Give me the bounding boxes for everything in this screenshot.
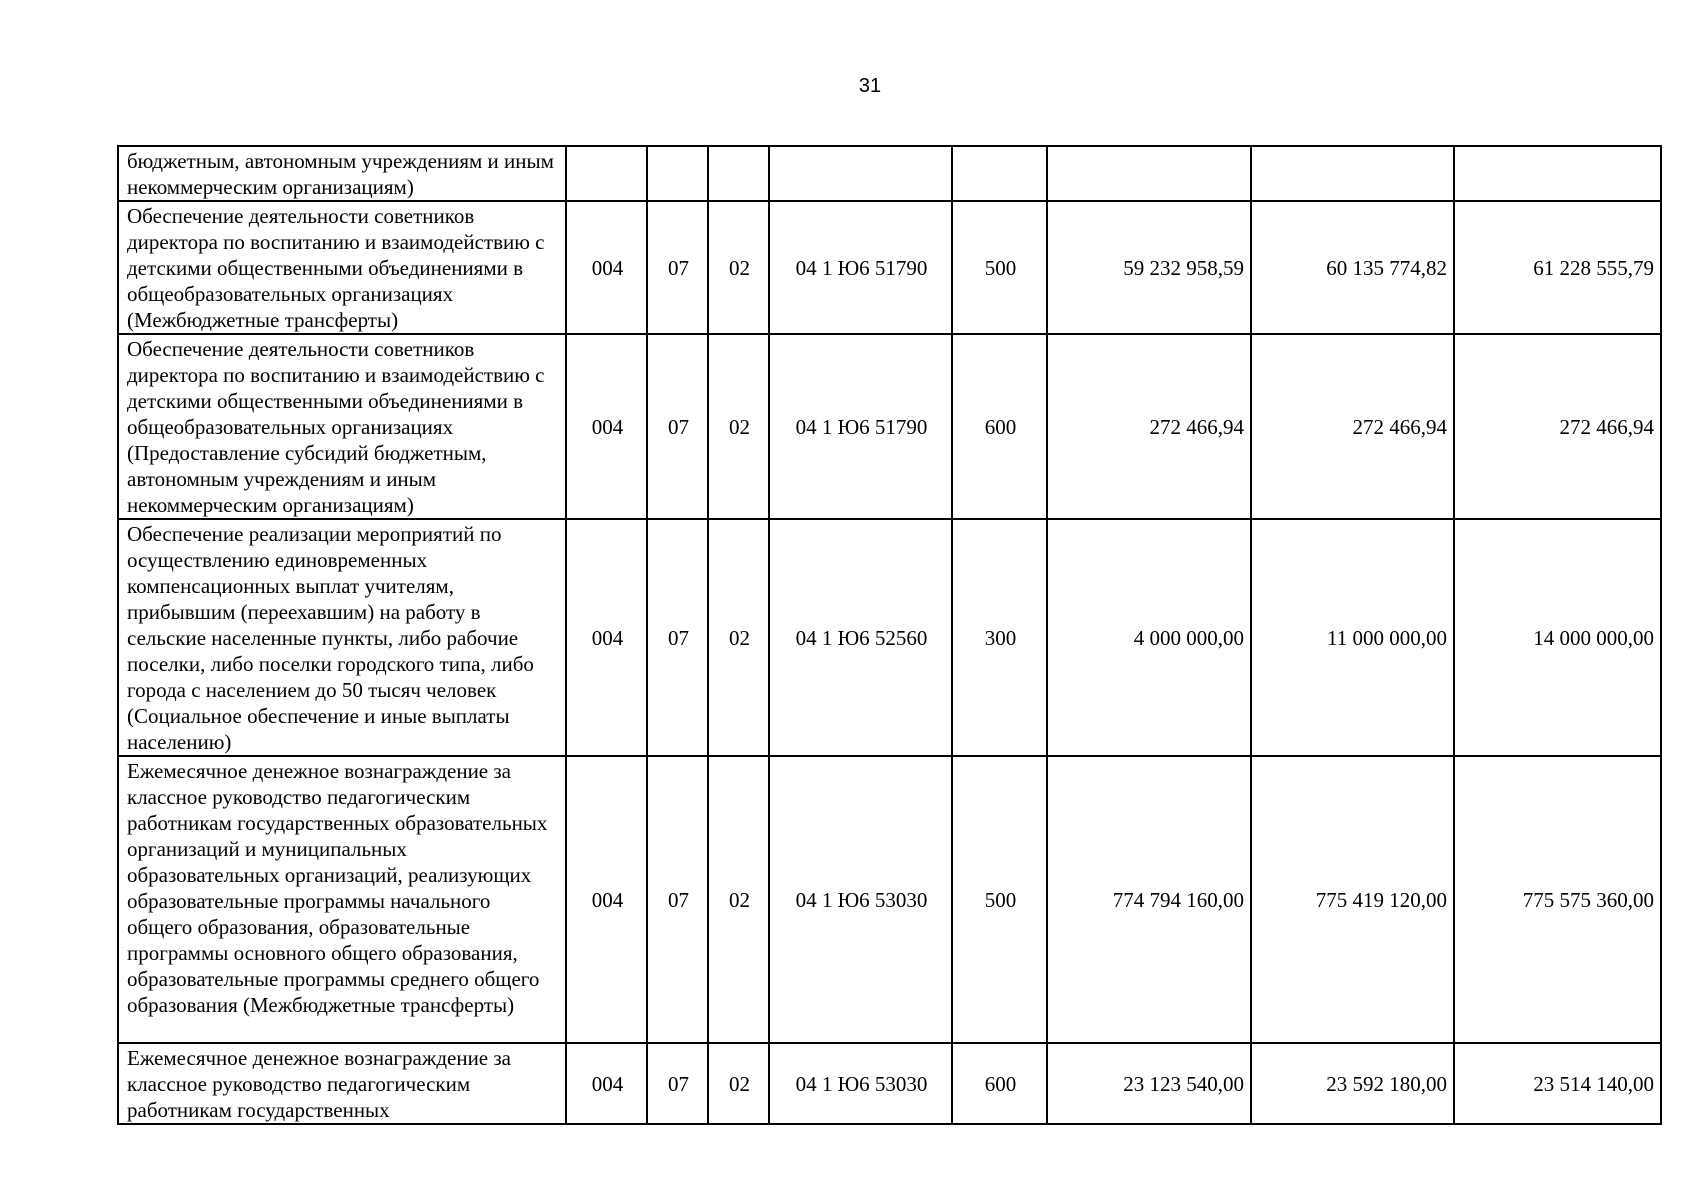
amount-year-3: 61 228 555,79 [1454,201,1661,334]
expense-type-code [952,146,1047,201]
row-name: Обеспечение деятельности советников директора по воспитанию и взаимодействию с детскими общественными объединениями в общеобразовательных организациях (Предоставление субсидий бюджетным, автономным учреждениям и иным некоммерческим организациям) [118,334,566,519]
section-code: 07 [647,519,708,756]
amount-year-1: 23 123 540,00 [1047,1043,1251,1124]
row-name: Обеспечение деятельности советников директора по воспитанию и взаимодействию с детскими общественными объединениями в общеобразовательных организациях (Межбюджетные трансферты) [118,201,566,334]
budget-table [117,145,1662,1125]
subsection-code: 02 [708,519,769,756]
ministry-code: 004 [566,201,647,334]
amount-year-3: 272 466,94 [1454,334,1661,519]
target-code: 04 1 Ю6 51790 [769,201,952,334]
target-code: 04 1 Ю6 51790 [769,334,952,519]
ministry-code: 004 [566,519,647,756]
section-code: 07 [647,201,708,334]
table-row [118,519,1661,756]
table-row [118,1043,1661,1124]
amount-year-3: 775 575 360,00 [1454,756,1661,1043]
row-name: бюджетным, автономным учреждениям и иным некоммерческим организациям) [118,146,566,201]
section-code: 07 [647,1043,708,1124]
expense-type-code: 300 [952,519,1047,756]
expense-type-code: 600 [952,334,1047,519]
amount-year-1: 4 000 000,00 [1047,519,1251,756]
subsection-code: 02 [708,756,769,1043]
expense-type-code: 500 [952,756,1047,1043]
target-code [769,146,952,201]
page-number: 31 [858,75,882,97]
amount-year-1: 59 232 958,59 [1047,201,1251,334]
ministry-code [566,146,647,201]
target-code: 04 1 Ю6 52560 [769,519,952,756]
table-row [118,146,1661,201]
amount-year-3: 23 514 140,00 [1454,1043,1661,1124]
amount-year-2: 272 466,94 [1251,334,1454,519]
ministry-code: 004 [566,334,647,519]
amount-year-2: 11 000 000,00 [1251,519,1454,756]
target-code: 04 1 Ю6 53030 [769,1043,952,1124]
subsection-code: 02 [708,1043,769,1124]
expense-type-code: 600 [952,1043,1047,1124]
target-code: 04 1 Ю6 53030 [769,756,952,1043]
subsection-code [708,146,769,201]
row-name: Ежемесячное денежное вознаграждение за классное руководство педагогическим работникам государственных [118,1043,566,1124]
table-row [118,334,1661,519]
ministry-code: 004 [566,756,647,1043]
expense-type-code: 500 [952,201,1047,334]
amount-year-3 [1454,146,1661,201]
row-name: Ежемесячное денежное вознаграждение за классное руководство педагогическим работникам государственных образовательных организаций и муниципальных образовательных организаций, реализующих образовательные программы начального общего образования, образовательные программы основного общего образования, образовательные программы среднего общего образования (Межбюджетные трансферты) [118,756,566,1043]
amount-year-2 [1251,146,1454,201]
amount-year-2: 23 592 180,00 [1251,1043,1454,1124]
ministry-code: 004 [566,1043,647,1124]
table-row [118,201,1661,334]
subsection-code: 02 [708,201,769,334]
table-row [118,756,1661,1043]
amount-year-1: 774 794 160,00 [1047,756,1251,1043]
section-code: 07 [647,756,708,1043]
amount-year-1: 272 466,94 [1047,334,1251,519]
amount-year-2: 60 135 774,82 [1251,201,1454,334]
subsection-code: 02 [708,334,769,519]
amount-year-3: 14 000 000,00 [1454,519,1661,756]
amount-year-1 [1047,146,1251,201]
amount-year-2: 775 419 120,00 [1251,756,1454,1043]
section-code: 07 [647,334,708,519]
section-code [647,146,708,201]
row-name: Обеспечение реализации мероприятий по осуществлению единовременных компенсационных выплат учителям, прибывшим (переехавшим) на работу в сельские населенные пункты, либо рабочие поселки, либо поселки городского типа, либо города с населением до 50 тысяч человек (Социальное обеспечение и иные выплаты населению) [118,519,566,756]
